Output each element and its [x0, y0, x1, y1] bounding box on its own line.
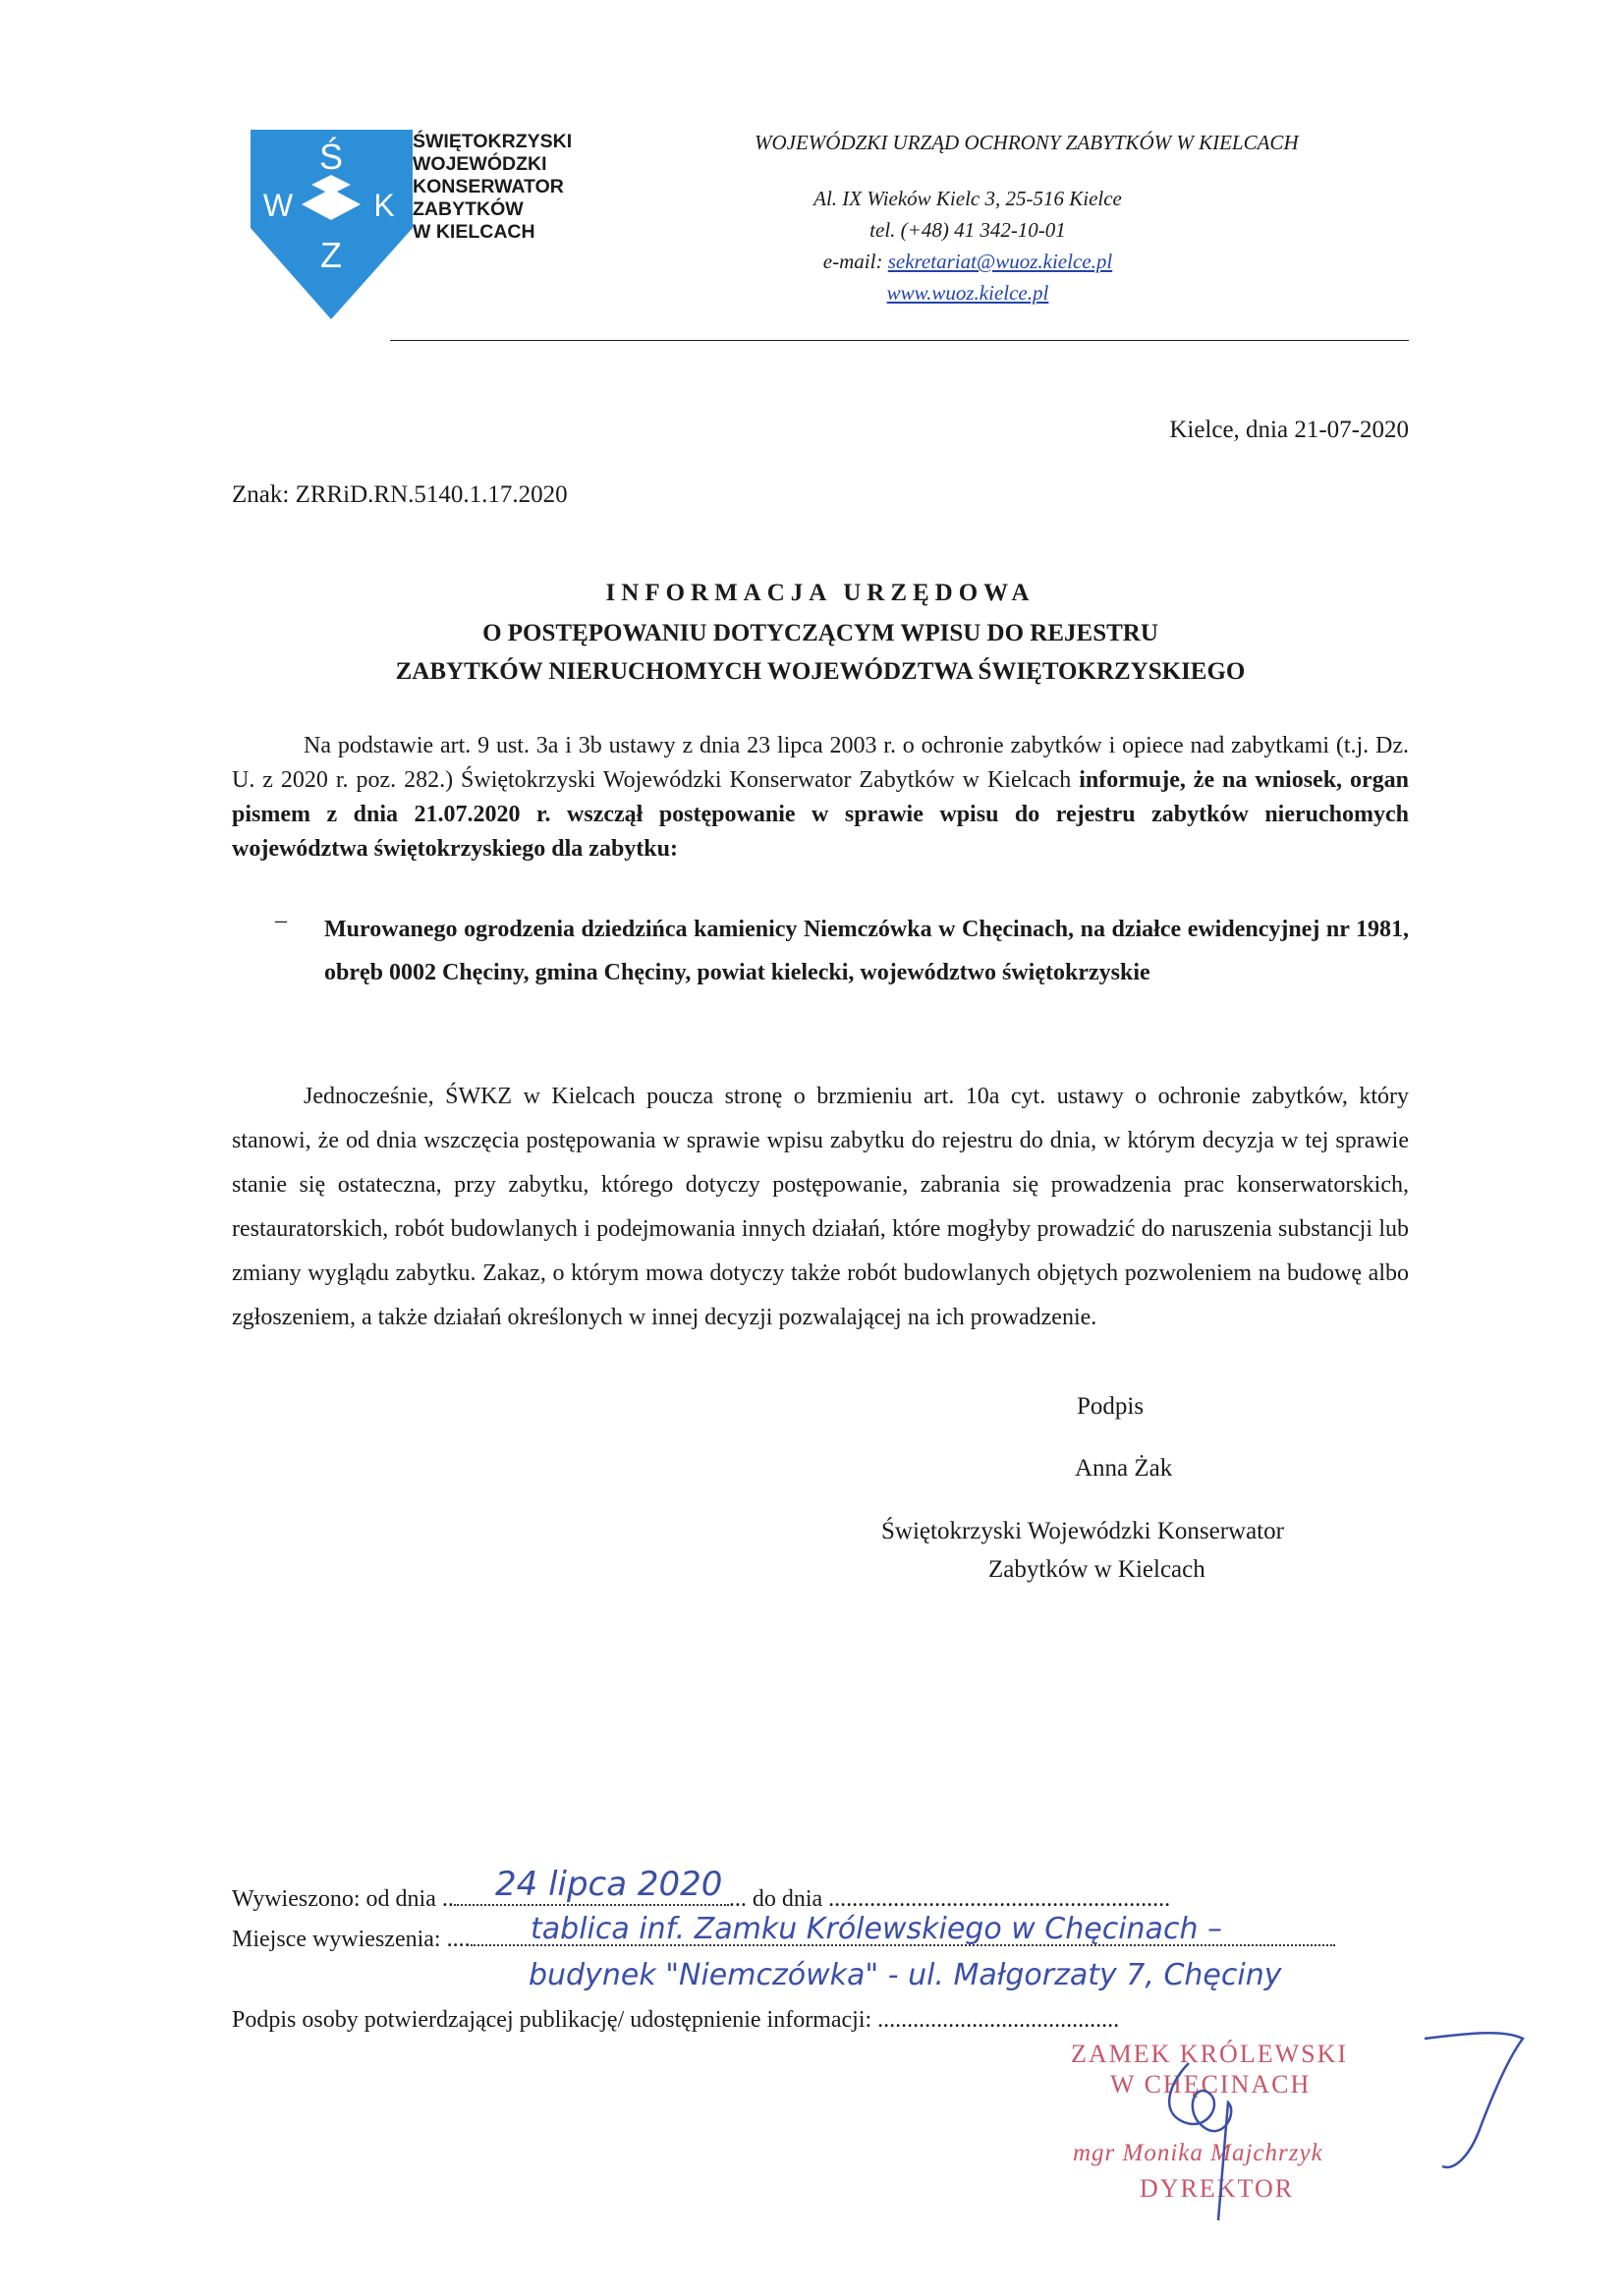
paragraph-text: Na podstawie art. 9 ust. 3a i 3b ustawy z dnia 23 lipca 2003 r. o ochronie zabytków i opiece nad zabytkami (t.j. Dz. U. z 2020 r. poz. 282.) Świętokrzyski Wojewódzki Konserwator Zabytków w Kielcach [232, 733, 1409, 793]
stamp-line-1: ZAMEK KRÓLEWSKI [1071, 2040, 1349, 2068]
logo-text-line: KONSERWATOR [413, 176, 564, 197]
document-subtitle-2: ZABYTKÓW NIERUCHOMYCH WOJEWÓDZTWA ŚWIĘTOKRZYSKIEGO [395, 658, 1246, 685]
notice-paragraph: Jednocześnie, ŚWKZ w Kielcach poucza stronę o brzmieniu art. 10a cyt. ustawy o ochronie zabytków, który stanowi, że od dnia wszczęcia postępowania w sprawie wpisu zabytku do rejestru do dnia, w którym decyzja w tej sprawie stanie się ostateczna, przy zabytku, którego dotyczy postępowanie, zabrania się prowadzenia prac konserwatorskich, restauratorskich, robót budowlanych i podejmowania innych działań, które mogłyby prowadzić do naruszenia substancji lub zmiany wyglądu zabytku. Zakaz, o którym mowa dotyczy także robót budowlanych objętych pozwoleniem na budowę albo zgłoszeniem, a także działań określonych w innej decyzji pozwalającej na ich prowadzenie. [232, 1084, 1409, 1330]
website-link[interactable]: www.wuoz.kielce.pl [886, 281, 1049, 305]
stamp-line-4: DYREKTOR [1140, 2174, 1295, 2203]
posted-to: do dnia .......................................................... [746, 1886, 1171, 1912]
office-email-line [688, 246, 1248, 277]
stamp-line-2: W CHĘCINACH [1110, 2070, 1312, 2099]
document-subtitle-1: O POSTĘPOWANIU DOTYCZĄCYM WPISU DO REJESTRU [482, 620, 1158, 646]
logo-text-line: WOJEWÓDZKI [413, 153, 547, 175]
logo-letter-s: Ś [318, 137, 344, 177]
office-address: Al. IX Wieków Kielc 3, 25-516 Kielce [813, 187, 1122, 210]
signatory-name: Anna Żak [1075, 1455, 1173, 1482]
logo-text-line: ŚWIĘTOKRZYSKI [413, 131, 573, 152]
document-date: Kielce, dnia 21-07-2020 [1169, 417, 1409, 443]
handwritten-place-2: budynek "Niemczówka" - ul. Małgorzaty 7, Chęciny [529, 1958, 1282, 1992]
office-address-block [688, 183, 1248, 308]
signature-label: Podpis [1077, 1393, 1145, 1420]
legal-basis-paragraph [232, 729, 1409, 867]
confirmation-signature-line: Podpis osoby potwierdzającej publikację/ udostępnienie informacji: ......................................... [232, 2007, 1120, 2033]
logo-letter-k: K [373, 188, 395, 223]
email-label: e-mail: [822, 250, 888, 273]
paragraph-bold-text: informuje, że na wniosek, organ pismem z dnia 21.07.2020 r. wszczął postępowanie w sprawie wpisu do rejestru zabytków nieruchomych województwa świętokrzyskiego dla zabytku: [232, 767, 1409, 862]
logo-text [413, 131, 572, 244]
reference-number: Znak: ZRRiD.RN.5140.1.17.2020 [232, 481, 568, 508]
logo-letter-w: W [262, 188, 294, 223]
posted-from-dots: ... [728, 1886, 747, 1912]
handwritten-date: 24 lipca 2020 [495, 1865, 723, 1904]
logo-letter-z: Z [320, 235, 342, 275]
logo-text-line: ZABYTKÓW [413, 198, 524, 220]
header-divider [390, 340, 1409, 341]
stamp-line-3: mgr Monika Majchrzyk [1073, 2140, 1323, 2166]
logo-text-line: W KIELCACH [413, 221, 535, 243]
monument-description: Murowanego ogrodzenia dziedzińca kamienicy Niemczówka w Chęcinach, na działce ewidencyjnej nr 1981, obręb 0002 Chęciny, gmina Chęciny, powiat kielecki, województwo świętokrzyskie [324, 917, 1409, 985]
email-link[interactable]: sekretariat@wuoz.kielce.pl [887, 250, 1113, 273]
posted-from-label: Wywieszono: od dnia .. [232, 1886, 454, 1912]
handwritten-place-1: tablica inf. Zamku Królewskiego w Chęcinach – [531, 1912, 1222, 1946]
office-name: WOJEWÓDZKI URZĄD OCHRONY ZABYTKÓW W KIELCACH [755, 131, 1299, 154]
wkz-logo [251, 130, 413, 319]
signatory-title: Świętokrzyski Wojewódzki Konserwator [881, 1518, 1284, 1544]
office-phone: tel. (+48) 41 342-10-01 [869, 218, 1066, 242]
posting-place-label: Miejsce wywieszenia: .... [232, 1927, 471, 1952]
bullet-dash: – [275, 908, 287, 933]
signatory-title-2: Zabytków w Kielcach [988, 1556, 1205, 1583]
document-title: INFORMACJA URZĘDOWA [605, 580, 1036, 606]
handwritten-signature [1130, 2024, 1552, 2240]
